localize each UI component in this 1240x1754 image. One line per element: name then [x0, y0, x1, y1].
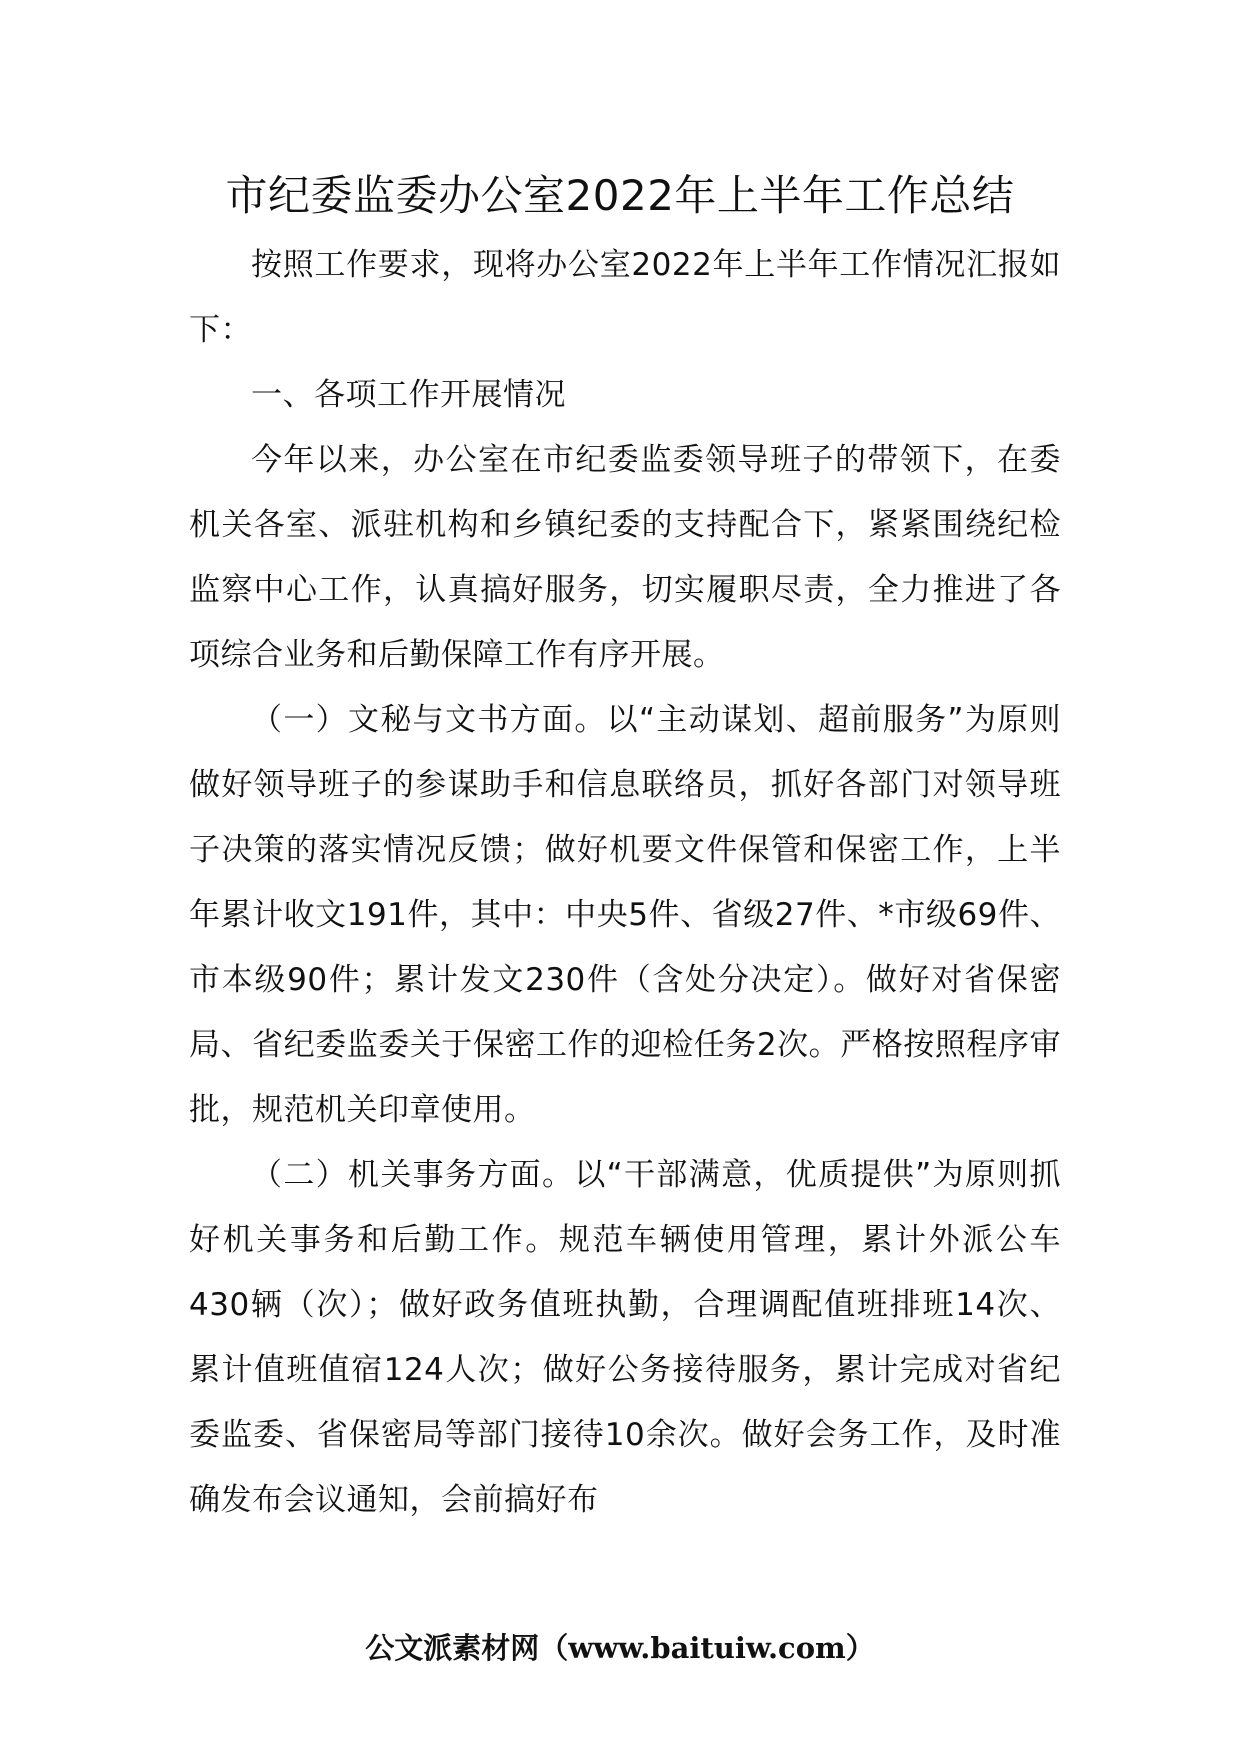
intro-paragraph: 按照工作要求，现将办公室2022年上半年工作情况汇报如下： — [189, 247, 1061, 348]
overview-paragraph: 今年以来，办公室在市纪委监委领导班子的带领下，在委机关各室、派驻机构和乡镇纪委的支持配合下，紧紧围绕纪检监察中心工作，认真搞好服务，切实履职尽责，全力推进了各项综合业务和后勤保障工作有序开展。 — [189, 442, 1061, 673]
secretarial-paragraph: （一）文秘与文书方面。以“主动谋划、超前服务”为原则做好领导班子的参谋助手和信息联络员，抓好各部门对领导班子决策的落实情况反馈；做好机要文件保管和保密工作，上半年累计收文191件，其中：中央5件、省级27件、*市级69件、市本级90件；累计发文230件（含处分决定）。做好对省保密局、省纪委监委关于保密工作的迎检任务2次。严格按照程序审批，规范机关印章使用。 — [189, 702, 1061, 1128]
document-title: 市纪委监委办公室2022年上半年工作总结 — [225, 171, 1015, 220]
affairs-paragraph: （二）机关事务方面。以“干部满意，优质提供”为原则抓好机关事务和后勤工作。规范车辆使用管理，累计外派公车430辆（次）；做好政务值班执勤，合理调配值班排班14次、累计值班值宿124人次；做好公务接待服务，累计完成对省纪委监委、省保密局等部门接待10余次。做好会务工作，及时准确发布会议通知，会前搞好布 — [189, 1157, 1061, 1518]
footer-watermark: 公文派素材网（www.baituiw.com） — [365, 1631, 875, 1665]
document-body — [189, 233, 1061, 1533]
section-heading: 一、各项工作开展情况 — [251, 377, 566, 413]
